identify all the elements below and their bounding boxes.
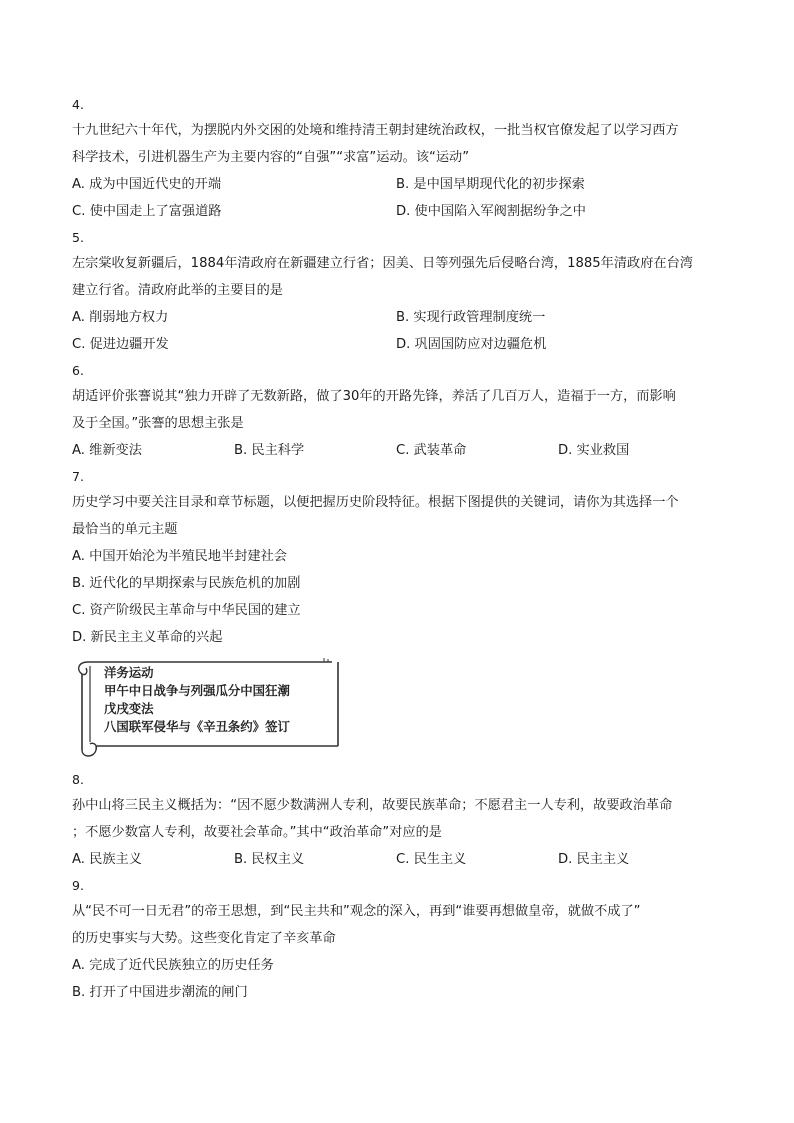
question-5-stem-line-2: 建立行省。清政府此举的主要目的是 — [72, 283, 283, 298]
question-4-option-d: D. 使中国陷入军阀割据纷争之中 — [396, 204, 586, 219]
question-9-number: 9. — [72, 878, 84, 893]
question-9-option-a: A. 完成了近代民族独立的历史任务 — [72, 958, 274, 973]
question-7-number: 7. — [72, 469, 84, 484]
question-8-option-d: D. 民主主义 — [558, 852, 630, 867]
question-4-option-b: B. 是中国早期现代化的初步探索 — [396, 177, 585, 192]
question-7-stem-line-2: 最恰当的单元主题 — [72, 522, 178, 537]
question-4-stem-line-1: 十九世纪六十年代，为摆脱内外交困的处境和维持清王朝封建统治政权，一批当权官僚发起了以学习西方 — [72, 123, 679, 138]
question-7-option-c: C. 资产阶级民主革命与中华民国的建立 — [72, 603, 301, 618]
question-9-stem-line-2: 的历史事实与大势。这些变化肯定了辛亥革命 — [72, 931, 336, 946]
question-6-option-b: B. 民主科学 — [234, 443, 305, 458]
scroll-keyword-3: 戊戌变法 — [104, 701, 154, 716]
question-7-option-b: B. 近代化的早期探索与民族危机的加剧 — [72, 576, 301, 591]
question-5-option-a: A. 削弱地方权力 — [72, 310, 169, 325]
question-5-option-c: C. 促进边疆开发 — [72, 337, 169, 352]
scroll-keyword-4: 八国联军侵华与《辛丑条约》签订 — [104, 719, 290, 734]
scroll-keyword-list — [104, 664, 290, 736]
question-6-option-d: D. 实业救国 — [558, 443, 630, 458]
question-9-stem-line-1: 从“民不可一日无君”的帝王思想，到“民主共和”观念的深入，再到“谁要再想做皇帝，就做不成了” — [72, 904, 641, 919]
question-4-number: 4. — [72, 97, 84, 112]
question-6-stem-line-2: 及于全国。”张謇的思想主张是 — [72, 416, 244, 431]
question-6-number: 6. — [72, 363, 84, 378]
scroll-keyword-2: 甲午中日战争与列强瓜分中国狂潮 — [104, 683, 290, 698]
question-7-option-a: A. 中国开始沦为半殖民地半封建社会 — [72, 549, 287, 564]
question-5-number: 5. — [72, 230, 84, 245]
question-8-option-a: A. 民族主义 — [72, 852, 142, 867]
question-8-number: 8. — [72, 772, 84, 787]
question-6-stem-line-1: 胡适评价张謇说其“独力开辟了无数新路，做了30年的开路先锋，养活了几百万人，造福于一方，而影响 — [72, 389, 676, 404]
question-8-stem-line-2: ；不愿少数富人专利，故要社会革命。”其中“政治革命”对应的是 — [72, 825, 442, 840]
question-8-stem-line-1: 孙中山将三民主义概括为：“因不愿少数满洲人专利，故要民族革命；不愿君主一人专利，故要政治革命 — [72, 798, 673, 813]
question-7-option-d: D. 新民主主义革命的兴起 — [72, 630, 223, 645]
question-9-option-b: B. 打开了中国进步潮流的闸门 — [72, 985, 248, 1000]
question-8-option-c: C. 民生主义 — [396, 852, 467, 867]
question-7-scroll-figure — [74, 658, 342, 760]
question-4-option-c: C. 使中国走上了富强道路 — [72, 204, 222, 219]
question-6-option-a: A. 维新变法 — [72, 443, 142, 458]
question-6-option-c: C. 武装革命 — [396, 443, 467, 458]
scroll-keyword-1: 洋务运动 — [104, 665, 154, 680]
question-4-stem-line-2: 科学技术，引进机器生产为主要内容的“自强”“求富”运动。该“运动” — [72, 150, 470, 165]
question-4-option-a: A. 成为中国近代史的开端 — [72, 177, 222, 192]
question-5-option-b: B. 实现行政管理制度统一 — [396, 310, 546, 325]
question-7-stem-line-1: 历史学习中要关注目录和章节标题，以便把握历史阶段特征。根据下图提供的关键词，请你为其选择一个 — [72, 495, 679, 510]
question-8-option-b: B. 民权主义 — [234, 852, 305, 867]
question-5-option-d: D. 巩固国防应对边疆危机 — [396, 337, 547, 352]
question-5-stem-line-1: 左宗棠收复新疆后，1884年清政府在新疆建立行省；因美、日等列强先后侵略台湾，1885年清政府在台湾 — [72, 256, 693, 271]
